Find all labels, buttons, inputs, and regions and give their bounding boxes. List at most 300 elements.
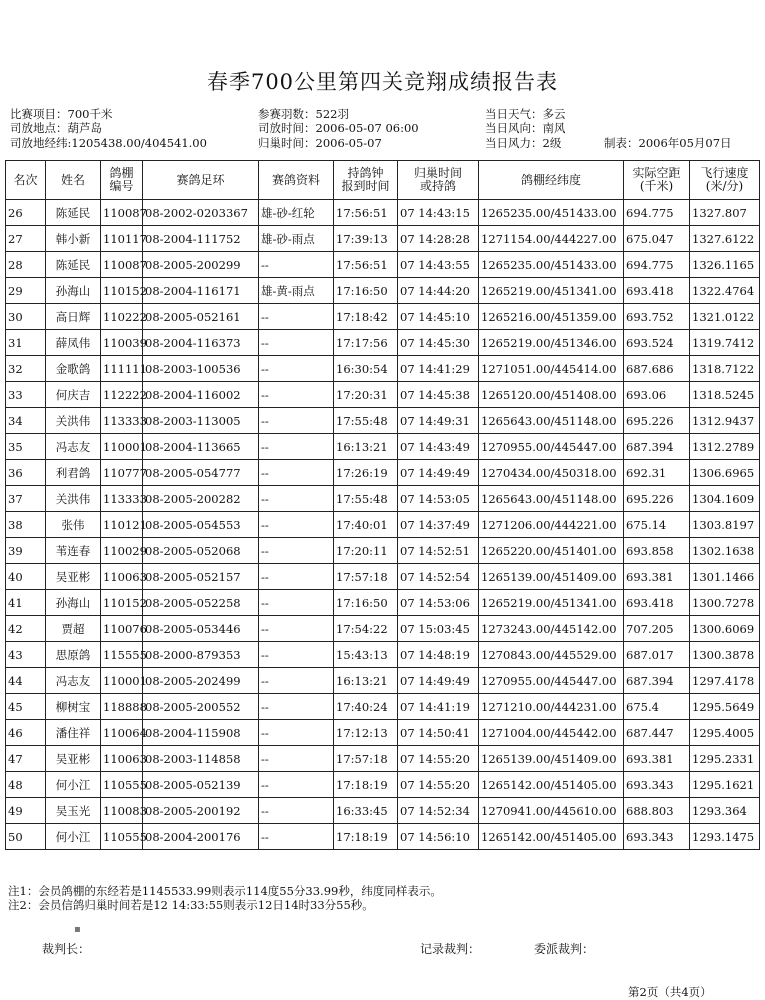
cell-ring: 08-2002-0203367: [143, 200, 259, 226]
table-row: [6, 772, 760, 798]
table-row: [6, 668, 760, 694]
cell-name: 高日辉: [46, 304, 101, 330]
cell-ring: 08-2004-113665: [143, 434, 259, 460]
cell-rank: 29: [6, 278, 46, 304]
cell-rank: 30: [6, 304, 46, 330]
cell-name: 何小江: [46, 824, 101, 850]
cell-loft-coords: 1271051.00/445414.00: [479, 356, 624, 382]
table-row: [6, 486, 760, 512]
cell-clock-time: 17:18:19: [334, 824, 398, 850]
cell-name: 吴亚彬: [46, 746, 101, 772]
cell-return-time: 07 14:55:20: [398, 772, 479, 798]
cell-bird-info: --: [259, 382, 334, 408]
cell-loft-id: 110001: [101, 668, 143, 694]
cell-clock-time: 15:43:13: [334, 642, 398, 668]
cell-clock-time: 17:12:13: [334, 720, 398, 746]
cell-distance: 694.775: [624, 200, 690, 226]
cell-bird-info: 雄-黄-雨点: [259, 278, 334, 304]
cell-name: 孙海山: [46, 278, 101, 304]
cell-speed: 1312.9437: [690, 408, 760, 434]
cell-name: 韩小新: [46, 226, 101, 252]
cell-speed: 1303.8197: [690, 512, 760, 538]
cell-loft-coords: 1270955.00/445447.00: [479, 668, 624, 694]
cell-loft-coords: 1265220.00/451401.00: [479, 538, 624, 564]
race-item: 比赛项目：700千米: [10, 107, 113, 121]
cell-return-time: 07 14:43:49: [398, 434, 479, 460]
cell-name: 陈延民: [46, 200, 101, 226]
cell-clock-time: 17:16:50: [334, 278, 398, 304]
cell-ring: 08-2005-052157: [143, 564, 259, 590]
cell-ring: 08-2003-113005: [143, 408, 259, 434]
cell-name: 关洪伟: [46, 408, 101, 434]
cell-clock-time: 17:18:42: [334, 304, 398, 330]
made-on-date: 制表：2006年05月07日: [604, 136, 732, 150]
cell-rank: 46: [6, 720, 46, 746]
cell-speed: 1312.2789: [690, 434, 760, 460]
cell-loft-id: 110087: [101, 200, 143, 226]
table-row: [6, 564, 760, 590]
cell-distance: 693.343: [624, 824, 690, 850]
cell-bird-info: --: [259, 330, 334, 356]
cell-loft-coords: 1265139.00/451409.00: [479, 564, 624, 590]
cell-loft-id: 110083: [101, 798, 143, 824]
cell-ring: 08-2005-053446: [143, 616, 259, 642]
cell-clock-time: 17:57:18: [334, 746, 398, 772]
cell-return-time: 07 14:55:20: [398, 746, 479, 772]
cell-loft-coords: 1271154.00/444227.00: [479, 226, 624, 252]
cell-return-time: 07 14:45:38: [398, 382, 479, 408]
cell-speed: 1295.2331: [690, 746, 760, 772]
cell-clock-time: 17:40:24: [334, 694, 398, 720]
cell-loft-id: 110039: [101, 330, 143, 356]
cell-return-time: 07 14:52:54: [398, 564, 479, 590]
release-coords: 司放地经纬:1205438.00/404541.00: [10, 136, 207, 150]
cell-loft-id: 110152: [101, 590, 143, 616]
cell-bird-info: --: [259, 694, 334, 720]
cell-speed: 1295.5649: [690, 694, 760, 720]
cell-name: 何庆吉: [46, 382, 101, 408]
table-row: [6, 382, 760, 408]
table-row: [6, 356, 760, 382]
page-number: 第2页（共4页）: [628, 985, 712, 999]
table-row: [6, 642, 760, 668]
cell-return-time: 07 14:50:41: [398, 720, 479, 746]
chief-judge-signature: 裁判长：: [42, 942, 91, 956]
cell-loft-coords: 1265219.00/451341.00: [479, 590, 624, 616]
cell-bird-info: --: [259, 720, 334, 746]
table-row: [6, 694, 760, 720]
cell-name: 关洪伟: [46, 486, 101, 512]
cell-clock-time: 17:39:13: [334, 226, 398, 252]
cell-clock-time: 16:13:21: [334, 668, 398, 694]
cell-clock-time: 17:56:51: [334, 200, 398, 226]
cell-ring: 08-2003-114858: [143, 746, 259, 772]
cell-loft-id: 110063: [101, 746, 143, 772]
cell-return-time: 07 14:49:31: [398, 408, 479, 434]
cell-distance: 693.381: [624, 564, 690, 590]
cell-speed: 1301.1466: [690, 564, 760, 590]
cell-rank: 27: [6, 226, 46, 252]
cell-rank: 36: [6, 460, 46, 486]
cell-return-time: 07 14:53:05: [398, 486, 479, 512]
col-rank-header: 名次: [6, 161, 46, 200]
record-judge-signature: 记录裁判：: [420, 942, 481, 956]
cell-rank: 32: [6, 356, 46, 382]
cell-name: 金歌鸽: [46, 356, 101, 382]
cell-speed: 1318.7122: [690, 356, 760, 382]
cell-bird-info: --: [259, 798, 334, 824]
results-table: [5, 160, 760, 850]
cell-clock-time: 17:57:18: [334, 564, 398, 590]
cell-clock-time: 17:16:50: [334, 590, 398, 616]
cell-clock-time: 17:40:01: [334, 512, 398, 538]
cell-rank: 44: [6, 668, 46, 694]
weather: 当日天气：多云: [485, 107, 566, 121]
cell-speed: 1293.364: [690, 798, 760, 824]
cell-ring: 08-2004-116002: [143, 382, 259, 408]
cell-rank: 38: [6, 512, 46, 538]
cell-rank: 48: [6, 772, 46, 798]
report-title: 春季700公里第四关竞翔成绩报告表: [206, 70, 559, 94]
table-row: [6, 512, 760, 538]
cell-distance: 675.047: [624, 226, 690, 252]
note-2: 注2：会员信鸽归巢时间若是12 14:33:55则表示12日14时33分55秒。: [8, 897, 374, 912]
cell-ring: 08-2005-052068: [143, 538, 259, 564]
cell-ring: 08-2004-116373: [143, 330, 259, 356]
cell-loft-id: 112222: [101, 382, 143, 408]
cell-loft-coords: 1265142.00/451405.00: [479, 772, 624, 798]
cell-loft-id: 113333: [101, 408, 143, 434]
cell-bird-info: --: [259, 486, 334, 512]
cell-rank: 40: [6, 564, 46, 590]
col-distance-header: 实际空距 (千米): [624, 161, 690, 200]
cell-loft-id: 110076: [101, 616, 143, 642]
cell-return-time: 07 14:43:15: [398, 200, 479, 226]
cell-distance: 687.394: [624, 668, 690, 694]
cell-speed: 1295.4005: [690, 720, 760, 746]
cell-loft-id: 111111: [101, 356, 143, 382]
cell-name: 何小江: [46, 772, 101, 798]
cell-name: 冯志友: [46, 668, 101, 694]
cell-loft-coords: 1265139.00/451409.00: [479, 746, 624, 772]
cell-ring: 08-2005-202499: [143, 668, 259, 694]
cell-name: 吴玉光: [46, 798, 101, 824]
wind-direction: 当日风向：南风: [485, 121, 566, 135]
cell-bird-info: --: [259, 564, 334, 590]
cell-loft-coords: 1273243.00/445142.00: [479, 616, 624, 642]
cell-ring: 08-2004-200176: [143, 824, 259, 850]
col-bird-info-header: 赛鸽资料: [259, 161, 334, 200]
cell-rank: 50: [6, 824, 46, 850]
cell-distance: 695.226: [624, 408, 690, 434]
cell-bird-info: --: [259, 590, 334, 616]
cell-rank: 37: [6, 486, 46, 512]
cell-distance: 687.447: [624, 720, 690, 746]
cell-distance: 675.4: [624, 694, 690, 720]
cell-loft-coords: 1270941.00/445610.00: [479, 798, 624, 824]
cell-bird-info: 雄-砂-雨点: [259, 226, 334, 252]
cell-distance: 693.858: [624, 538, 690, 564]
cell-distance: 695.226: [624, 486, 690, 512]
cell-return-time: 07 14:43:55: [398, 252, 479, 278]
col-clock-time-header: 持鸽钟 报到时间: [334, 161, 398, 200]
cell-return-time: 07 14:37:49: [398, 512, 479, 538]
cell-loft-coords: 1265142.00/451405.00: [479, 824, 624, 850]
cell-speed: 1319.7412: [690, 330, 760, 356]
cell-return-time: 07 14:28:28: [398, 226, 479, 252]
cell-return-time: 07 15:03:45: [398, 616, 479, 642]
table-row: [6, 538, 760, 564]
cell-distance: 693.343: [624, 772, 690, 798]
cell-loft-id: 110063: [101, 564, 143, 590]
cell-bird-info: --: [259, 746, 334, 772]
table-row: [6, 330, 760, 356]
cell-bird-info: --: [259, 356, 334, 382]
cell-distance: 694.775: [624, 252, 690, 278]
cell-ring: 08-2003-100536: [143, 356, 259, 382]
cell-loft-coords: 1265235.00/451433.00: [479, 252, 624, 278]
cell-speed: 1306.6965: [690, 460, 760, 486]
cell-distance: 693.752: [624, 304, 690, 330]
cell-clock-time: 17:17:56: [334, 330, 398, 356]
cell-loft-coords: 1265643.00/451148.00: [479, 486, 624, 512]
cell-bird-info: --: [259, 642, 334, 668]
return-date: 归巢时间：2006-05-07: [258, 136, 382, 150]
cell-clock-time: 17:56:51: [334, 252, 398, 278]
cell-name: 柳树宝: [46, 694, 101, 720]
cell-ring: 08-2005-052258: [143, 590, 259, 616]
cell-bird-info: --: [259, 668, 334, 694]
cell-rank: 39: [6, 538, 46, 564]
wind-force: 当日风力：2级: [485, 136, 562, 150]
cell-loft-coords: 1265120.00/451408.00: [479, 382, 624, 408]
cell-loft-coords: 1270843.00/445529.00: [479, 642, 624, 668]
table-row: [6, 434, 760, 460]
cell-bird-info: --: [259, 616, 334, 642]
cell-name: 陈延民: [46, 252, 101, 278]
cell-speed: 1302.1638: [690, 538, 760, 564]
table-header-row: [6, 161, 760, 200]
cell-speed: 1318.5245: [690, 382, 760, 408]
cell-loft-coords: 1265216.00/451359.00: [479, 304, 624, 330]
cell-name: 薛凤伟: [46, 330, 101, 356]
cell-ring: 08-2005-054777: [143, 460, 259, 486]
cell-return-time: 07 14:49:49: [398, 460, 479, 486]
cell-ring: 08-2004-115908: [143, 720, 259, 746]
cell-bird-info: --: [259, 304, 334, 330]
cell-name: 潘住祥: [46, 720, 101, 746]
col-ring-header: 赛鸽足环: [143, 161, 259, 200]
cell-distance: 688.803: [624, 798, 690, 824]
cell-bird-info: --: [259, 824, 334, 850]
cell-rank: 43: [6, 642, 46, 668]
cell-clock-time: 17:18:19: [334, 772, 398, 798]
cell-speed: 1327.807: [690, 200, 760, 226]
cell-loft-id: 115555: [101, 642, 143, 668]
cell-loft-id: 110121: [101, 512, 143, 538]
cell-loft-id: 110777: [101, 460, 143, 486]
cell-speed: 1321.0122: [690, 304, 760, 330]
cell-bird-info: --: [259, 252, 334, 278]
cell-loft-id: 113333: [101, 486, 143, 512]
cell-name: 利君鸽: [46, 460, 101, 486]
cell-return-time: 07 14:48:19: [398, 642, 479, 668]
cell-bird-info: --: [259, 538, 334, 564]
cell-loft-coords: 1265643.00/451148.00: [479, 408, 624, 434]
cell-bird-info: --: [259, 512, 334, 538]
cell-bird-info: --: [259, 408, 334, 434]
cell-ring: 08-2004-111752: [143, 226, 259, 252]
cell-ring: 08-2005-052139: [143, 772, 259, 798]
cell-name: 孙海山: [46, 590, 101, 616]
cell-clock-time: 17:55:48: [334, 408, 398, 434]
cell-loft-id: 118888: [101, 694, 143, 720]
col-loft-coords-header: 鸽棚经纬度: [479, 161, 624, 200]
cell-loft-coords: 1271004.00/445442.00: [479, 720, 624, 746]
cell-rank: 34: [6, 408, 46, 434]
cell-loft-coords: 1270955.00/445447.00: [479, 434, 624, 460]
table-row: [6, 746, 760, 772]
table-row: [6, 304, 760, 330]
cell-clock-time: 17:55:48: [334, 486, 398, 512]
cell-name: 贾超: [46, 616, 101, 642]
cell-rank: 47: [6, 746, 46, 772]
cell-bird-info: --: [259, 460, 334, 486]
table-row: [6, 824, 760, 850]
cell-distance: 707.205: [624, 616, 690, 642]
cell-loft-coords: 1265219.00/451341.00: [479, 278, 624, 304]
results-body: [6, 200, 760, 850]
cell-loft-coords: 1271210.00/444231.00: [479, 694, 624, 720]
cell-speed: 1295.1621: [690, 772, 760, 798]
cell-ring: 08-2000-879353: [143, 642, 259, 668]
cell-distance: 693.381: [624, 746, 690, 772]
cell-loft-coords: 1271206.00/444221.00: [479, 512, 624, 538]
cell-clock-time: 16:30:54: [334, 356, 398, 382]
cell-return-time: 07 14:52:51: [398, 538, 479, 564]
cell-return-time: 07 14:49:49: [398, 668, 479, 694]
cell-return-time: 07 14:44:20: [398, 278, 479, 304]
cell-distance: 687.017: [624, 642, 690, 668]
cell-ring: 08-2005-200282: [143, 486, 259, 512]
cell-speed: 1300.3878: [690, 642, 760, 668]
table-row: [6, 226, 760, 252]
col-loft-id-header: 鸽棚 编号: [101, 161, 143, 200]
cell-return-time: 07 14:56:10: [398, 824, 479, 850]
cell-loft-id: 110222: [101, 304, 143, 330]
release-site: 司放地点：葫芦岛: [10, 121, 102, 135]
cell-speed: 1327.6122: [690, 226, 760, 252]
cell-name: 苇连春: [46, 538, 101, 564]
cell-loft-id: 110117: [101, 226, 143, 252]
cell-rank: 49: [6, 798, 46, 824]
entries-count: 参赛羽数：522羽: [258, 107, 349, 121]
cell-bird-info: --: [259, 772, 334, 798]
cell-return-time: 07 14:52:34: [398, 798, 479, 824]
cell-loft-id: 110087: [101, 252, 143, 278]
cell-bird-info: 雄-砂-红轮: [259, 200, 334, 226]
cell-bird-info: --: [259, 434, 334, 460]
cell-clock-time: 16:13:21: [334, 434, 398, 460]
cell-loft-id: 110029: [101, 538, 143, 564]
cell-rank: 42: [6, 616, 46, 642]
cell-name: 吴亚彬: [46, 564, 101, 590]
cell-ring: 08-2005-052161: [143, 304, 259, 330]
table-row: [6, 798, 760, 824]
cell-speed: 1293.1475: [690, 824, 760, 850]
col-return-time-header: 归巢时间 或持鸽: [398, 161, 479, 200]
notes: [8, 885, 442, 912]
cell-return-time: 07 14:53:06: [398, 590, 479, 616]
cell-distance: 693.418: [624, 590, 690, 616]
cell-speed: 1297.4178: [690, 668, 760, 694]
cell-ring: 08-2005-200299: [143, 252, 259, 278]
cell-return-time: 07 14:45:30: [398, 330, 479, 356]
cell-name: 张伟: [46, 512, 101, 538]
table-row: [6, 616, 760, 642]
cell-clock-time: 17:20:11: [334, 538, 398, 564]
table-row: [6, 460, 760, 486]
col-speed-header: 飞行速度 (米/分): [690, 161, 760, 200]
cell-name: 冯志友: [46, 434, 101, 460]
cell-loft-id: 110555: [101, 772, 143, 798]
cell-distance: 693.524: [624, 330, 690, 356]
table-row: [6, 200, 760, 226]
cell-distance: 693.418: [624, 278, 690, 304]
cell-name: 思原鸽: [46, 642, 101, 668]
cell-rank: 35: [6, 434, 46, 460]
cell-return-time: 07 14:41:29: [398, 356, 479, 382]
assigned-judge-signature: 委派裁判：: [534, 942, 595, 956]
table-row: [6, 278, 760, 304]
cell-rank: 28: [6, 252, 46, 278]
cell-return-time: 07 14:45:10: [398, 304, 479, 330]
cell-clock-time: 17:20:31: [334, 382, 398, 408]
stray-mark: ▪: [74, 924, 81, 935]
cell-clock-time: 17:54:22: [334, 616, 398, 642]
note-1: 注1：会员鸽棚的东经若是1145533.99则表示114度55分33.99秒，纬度同样表示。: [8, 884, 442, 898]
cell-distance: 692.31: [624, 460, 690, 486]
table-row: [6, 252, 760, 278]
cell-loft-coords: 1265219.00/451346.00: [479, 330, 624, 356]
cell-distance: 693.06: [624, 382, 690, 408]
cell-speed: 1300.7278: [690, 590, 760, 616]
table-row: [6, 408, 760, 434]
col-name-header: 姓名: [46, 161, 101, 200]
cell-loft-id: 110152: [101, 278, 143, 304]
cell-ring: 08-2005-200552: [143, 694, 259, 720]
cell-clock-time: 16:33:45: [334, 798, 398, 824]
cell-loft-coords: 1265235.00/451433.00: [479, 200, 624, 226]
cell-loft-id: 110064: [101, 720, 143, 746]
release-time: 司放时间：2006-05-07 06:00: [258, 121, 419, 135]
cell-rank: 41: [6, 590, 46, 616]
cell-speed: 1326.1165: [690, 252, 760, 278]
cell-distance: 687.394: [624, 434, 690, 460]
cell-return-time: 07 14:41:19: [398, 694, 479, 720]
cell-clock-time: 17:26:19: [334, 460, 398, 486]
cell-speed: 1300.6069: [690, 616, 760, 642]
cell-rank: 31: [6, 330, 46, 356]
cell-loft-id: 110001: [101, 434, 143, 460]
cell-distance: 675.14: [624, 512, 690, 538]
cell-distance: 687.686: [624, 356, 690, 382]
cell-loft-id: 110555: [101, 824, 143, 850]
cell-loft-coords: 1270434.00/450318.00: [479, 460, 624, 486]
cell-speed: 1322.4764: [690, 278, 760, 304]
cell-speed: 1304.1609: [690, 486, 760, 512]
cell-rank: 33: [6, 382, 46, 408]
